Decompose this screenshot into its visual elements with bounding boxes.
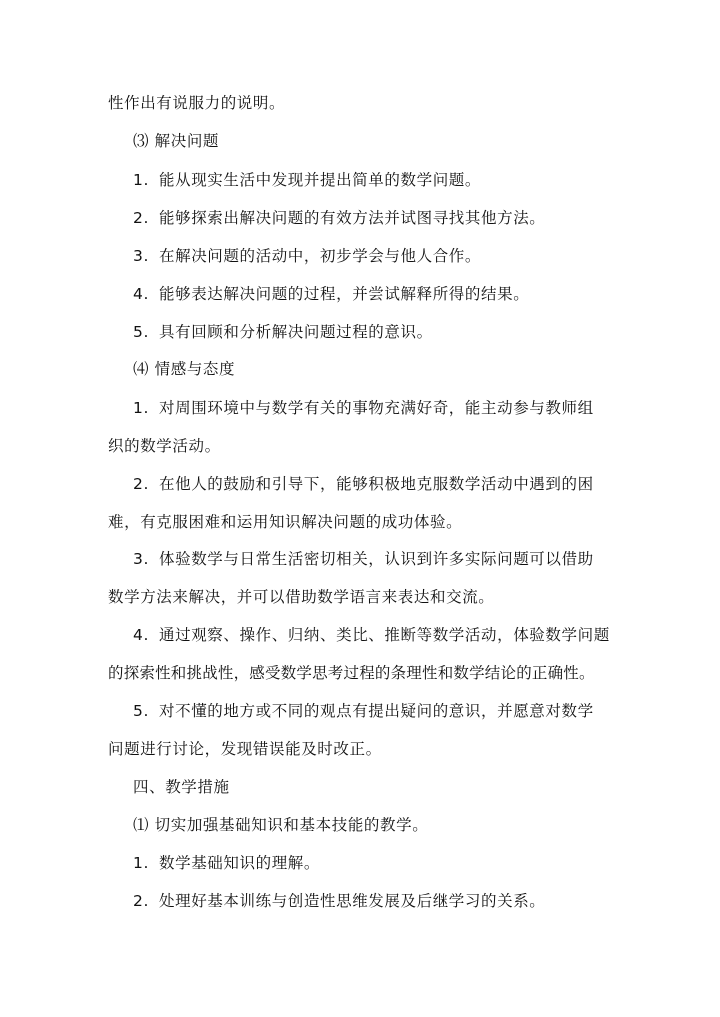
list-item bbox=[133, 208, 545, 228]
list-item bbox=[133, 474, 594, 494]
list-item-number: 2. bbox=[133, 892, 149, 910]
section-heading: ⑴ 切实加强基础知识和基本技能的教学。 bbox=[133, 816, 429, 834]
list-item-text: 对不懂的地方或不同的观点有提出疑问的意识，并愿意对数学 bbox=[159, 702, 594, 720]
list-item bbox=[133, 701, 594, 721]
list-item-text: 处理好基本训练与创造性思维发展及后继学习的关系。 bbox=[159, 892, 546, 910]
list-item bbox=[133, 891, 545, 911]
section-heading: ⑷ 情感与态度 bbox=[133, 360, 236, 378]
list-item-number: 3. bbox=[133, 247, 149, 265]
paragraph-line: 问题进行讨论，发现错误能及时改正。 bbox=[108, 740, 382, 758]
list-item-text: 具有回顾和分析解决问题过程的意识。 bbox=[159, 323, 433, 341]
list-item bbox=[133, 284, 529, 304]
list-item-text: 在他人的鼓励和引导下，能够积极地克服数学活动中遇到的困 bbox=[159, 475, 594, 493]
list-item-number: 1. bbox=[133, 854, 149, 872]
list-item-text: 能从现实生活中发现并提出简单的数学问题。 bbox=[159, 171, 482, 189]
list-item bbox=[133, 549, 594, 569]
list-item-text: 体验数学与日常生活密切相关，认识到许多实际问题可以借助 bbox=[159, 550, 594, 568]
list-item-text: 能够探索出解决问题的有效方法并试图寻找其他方法。 bbox=[159, 209, 546, 227]
list-item-text: 能够表达解决问题的过程，并尝试解释所得的结果。 bbox=[159, 285, 530, 303]
list-item-number: 1. bbox=[133, 399, 149, 417]
list-item-number: 2. bbox=[133, 209, 149, 227]
list-item-text: 在解决问题的活动中，初步学会与他人合作。 bbox=[159, 247, 482, 265]
list-item-text: 对周围环境中与数学有关的事物充满好奇，能主动参与教师组 bbox=[159, 399, 594, 417]
list-item-number: 1. bbox=[133, 171, 149, 189]
list-item bbox=[133, 398, 594, 418]
list-item-number: 2. bbox=[133, 475, 149, 493]
list-item bbox=[133, 625, 610, 645]
paragraph-line: 性作出有说服力的说明。 bbox=[108, 94, 286, 112]
section-heading: 四、教学措施 bbox=[133, 778, 230, 796]
list-item-text: 数学基础知识的理解。 bbox=[159, 854, 321, 872]
section-heading: ⑶ 解决问题 bbox=[133, 132, 220, 150]
list-item-number: 4. bbox=[133, 626, 149, 644]
list-item bbox=[133, 246, 481, 266]
list-item-number: 3. bbox=[133, 550, 149, 568]
list-item bbox=[133, 853, 320, 873]
paragraph-line: 织的数学活动。 bbox=[108, 437, 221, 455]
list-item-number: 4. bbox=[133, 285, 149, 303]
list-item-number: 5. bbox=[133, 702, 149, 720]
list-item-number: 5. bbox=[133, 323, 149, 341]
list-item-text: 通过观察、操作、归纳、类比、推断等数学活动，体验数学问题 bbox=[159, 626, 610, 644]
list-item bbox=[133, 170, 481, 190]
paragraph-line: 难，有克服困难和运用知识解决问题的成功体验。 bbox=[108, 513, 463, 531]
paragraph-line: 数学方法来解决，并可以借助数学语言来表达和交流。 bbox=[108, 588, 495, 606]
paragraph-line: 的探索性和挑战性，感受数学思考过程的条理性和数学结论的正确性。 bbox=[108, 664, 595, 682]
list-item bbox=[133, 322, 433, 342]
